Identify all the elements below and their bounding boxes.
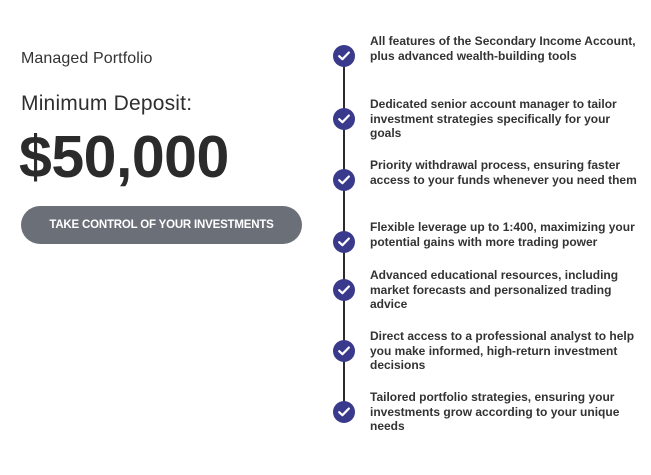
- feature-text: Priority withdrawal process, ensuring faster access to your funds whenever you need them: [370, 158, 637, 187]
- feature-text: All features of the Secondary Income Account, plus advanced wealth-building tools: [370, 34, 636, 63]
- check-circle-icon: [333, 279, 355, 301]
- feature-text: Dedicated senior account manager to tailor investment strategies specifically for your goals: [370, 97, 617, 141]
- check-circle-icon: [333, 340, 355, 362]
- feature-text: Direct access to a professional analyst to help you make informed, high-return investment decisions: [370, 329, 635, 373]
- check-circle-icon: [333, 108, 355, 130]
- feature-text: Flexible leverage up to 1:400, maximizing your potential gains with more trading power: [370, 220, 635, 249]
- feature-text: Tailored portfolio strategies, ensuring your investments grow according to your unique needs: [370, 390, 620, 434]
- check-circle-icon: [333, 169, 355, 191]
- check-circle-icon: [333, 231, 355, 253]
- minimum-deposit-label: Minimum Deposit:: [21, 92, 193, 115]
- feature-text: Advanced educational resources, including market forecasts and personalized trading advice: [370, 268, 619, 312]
- check-circle-icon: [333, 45, 355, 67]
- check-circle-icon: [333, 401, 355, 423]
- take-control-button[interactable]: TAKE CONTROL OF YOUR INVESTMENTS: [21, 206, 302, 244]
- plan-name: Managed Portfolio: [21, 50, 153, 67]
- deposit-amount: $50,000: [19, 124, 229, 190]
